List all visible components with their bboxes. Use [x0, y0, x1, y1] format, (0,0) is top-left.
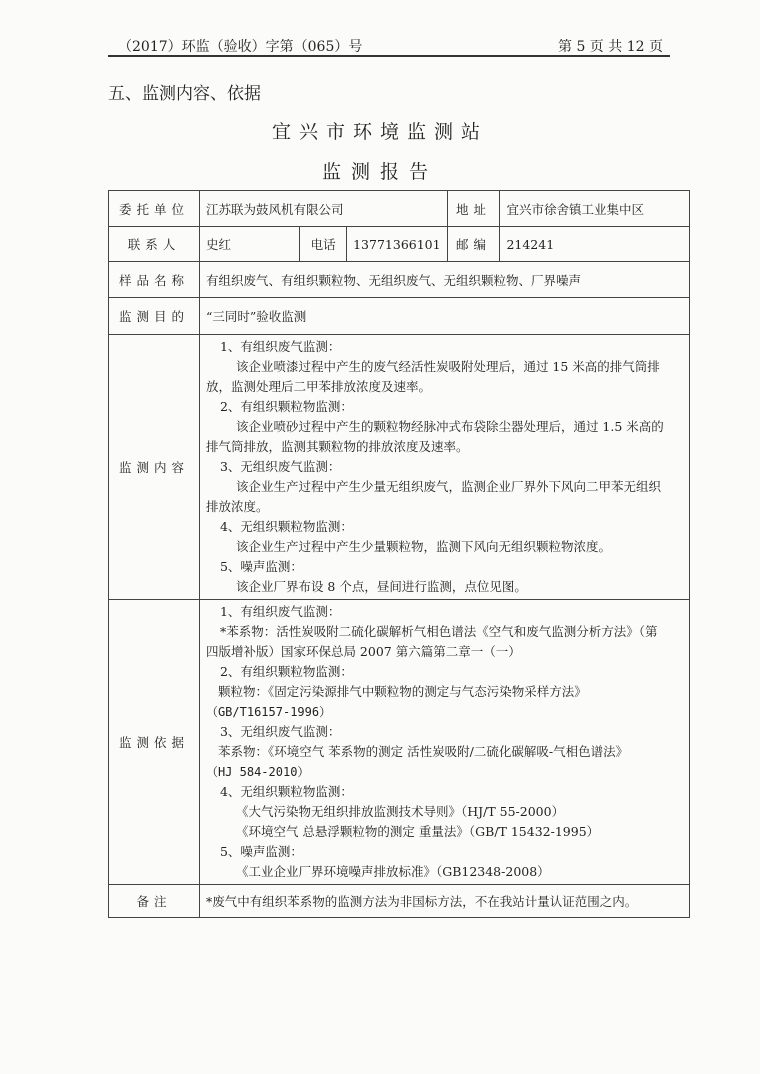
content-line: 该企业厂界布设 8 个点，昼间进行监测，点位见图。: [235, 579, 527, 594]
table-row: [109, 191, 690, 227]
contact-value: 史红: [199, 227, 299, 262]
table-row: [109, 298, 690, 335]
purpose-value: “三同时”验收监测: [199, 298, 689, 335]
basis-line: （HJ 584-2010）: [205, 765, 310, 779]
content-line: 排放浓度。: [205, 499, 269, 514]
basis-line: 5、噪声监测：: [219, 844, 303, 859]
basis-line: 《工业企业厂界环境噪声排放标准》（GB12348-2008）: [235, 864, 550, 879]
contact-label: 联系人: [109, 227, 200, 262]
basis-line: *苯系物：活性炭吸附二硫化碳解析气相色谱法《空气和废气监测分析方法》（第: [219, 624, 658, 639]
client-value: 江苏联为鼓风机有限公司: [199, 191, 447, 227]
content-line: 4、无组织颗粒物监测：: [219, 519, 353, 534]
phone-value: 13771366101: [347, 227, 447, 262]
doc-number: （2017）环监（验收）字第（065）号: [118, 39, 363, 55]
basis-line: 四版增补版）国家环保总局 2007 第六篇第二章一（一）: [205, 644, 521, 659]
basis-line: 3、无组织废气监测：: [219, 724, 341, 739]
report-title: 监测报告: [321, 161, 438, 183]
postcode-label: 邮编: [447, 227, 500, 262]
content-line: 2、有组织颗粒物监测：: [219, 399, 353, 414]
basis-line: 1、有组织废气监测：: [219, 604, 341, 619]
basis-line: 《环境空气 总悬浮颗粒物的测定 重量法》（GB/T 15432-1995）: [235, 824, 600, 839]
remark-label: 备注: [109, 885, 200, 918]
table-row: [109, 885, 690, 918]
basis-label: 监测依据: [109, 600, 200, 885]
section-title: 五、监测内容、依据: [108, 84, 261, 104]
table-row: [109, 600, 690, 885]
basis-line: 《大气污染物无组织排放监测技术导则》（HJ/T 55-2000）: [235, 804, 565, 819]
content-label: 监测内容: [109, 335, 200, 600]
basis-line: （GB/T16157-1996）: [205, 705, 332, 719]
content-line: 该企业喷漆过程中产生的废气经活性炭吸附处理后，通过 15 米高的排气筒排: [235, 359, 660, 374]
content-line: 放，监测处理后二甲苯排放浓度及速率。: [205, 379, 431, 394]
content-line: 该企业生产过程中产生少量颗粒物，监测下风向无组织颗粒物浓度。: [235, 539, 611, 554]
basis-line: 4、无组织颗粒物监测：: [219, 784, 353, 799]
table-row: [109, 335, 690, 600]
page-info: 第 5 页 共 12 页: [558, 39, 663, 55]
table-row: [109, 227, 690, 262]
purpose-label: 监测目的: [109, 298, 200, 335]
report-table: [108, 190, 690, 918]
basis-line: 苯系物：《环境空气 苯系物的测定 活性炭吸附/二硫化碳解吸-气相色谱法》: [217, 744, 629, 759]
address-value: 宜兴市徐舍镇工业集中区: [500, 191, 690, 227]
basis-cell: [199, 600, 689, 885]
content-line: 1、有组织废气监测：: [219, 339, 341, 354]
content-line: 5、噪声监测：: [219, 559, 303, 574]
phone-label: 电话: [300, 227, 347, 262]
table-row: [109, 262, 690, 298]
remark-value: *废气中有组织苯系物的监测方法为非国标方法，不在我站计量认证范围之内。: [199, 885, 689, 918]
header-divider: [108, 55, 670, 57]
content-cell: [199, 335, 689, 600]
sample-label: 样品名称: [109, 262, 200, 298]
basis-line: 2、有组织颗粒物监测：: [219, 664, 353, 679]
sample-value: 有组织废气、有组织颗粒物、无组织废气、无组织颗粒物、厂界噪声: [199, 262, 689, 298]
content-line: 该企业生产过程中产生少量无组织废气，监测企业厂界外下风向二甲苯无组织: [235, 479, 661, 494]
postcode-value: 214241: [500, 227, 690, 262]
address-label: 地址: [447, 191, 500, 227]
client-label: 委托单位: [109, 191, 200, 227]
org-name: 宜兴市环境监测站: [271, 121, 488, 143]
content-line: 该企业喷砂过程中产生的颗粒物经脉冲式布袋除尘器处理后，通过 1.5 米高的: [235, 419, 664, 434]
content-line: 3、无组织废气监测：: [219, 459, 341, 474]
basis-line: 颗粒物：《固定污染源排气中颗粒物的测定与气态污染物采样方法》: [217, 684, 587, 699]
content-line: 排气筒排放，监测其颗粒物的排放浓度及速率。: [205, 439, 469, 454]
